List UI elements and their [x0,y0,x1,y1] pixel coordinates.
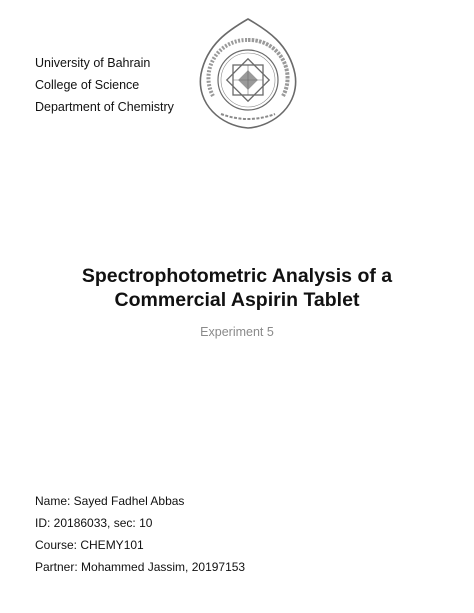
report-title-line-1: Spectrophotometric Analysis of a [81,265,393,287]
student-name: Name: Sayed Fadhel Abbas [35,494,185,508]
university-name: University of Bahrain [35,56,151,70]
university-seal-logo [193,16,303,132]
department-name: Department of Chemistry [35,100,174,114]
experiment-subtitle: Experiment 5 [200,325,274,339]
title-block [0,264,474,339]
college-name: College of Science [35,78,140,92]
report-title-line-2: Commercial Aspirin Tablet [114,289,360,311]
student-details [35,490,245,578]
course-code: Course: CHEMY101 [35,538,144,552]
student-id: ID: 20186033, sec: 10 [35,516,153,530]
lab-partner: Partner: Mohammed Jassim, 20197153 [35,560,246,574]
institution-block [35,52,174,118]
